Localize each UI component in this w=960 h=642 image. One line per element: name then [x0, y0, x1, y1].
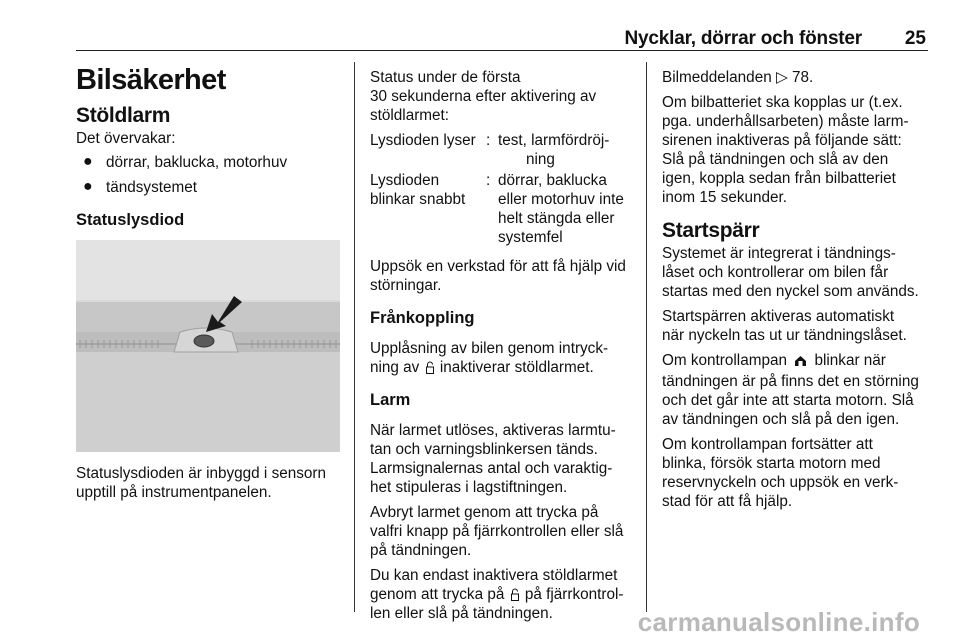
battery-line: sirenen inaktiveras på följande sätt: [662, 132, 902, 149]
heading-stoldlarm: Stöldlarm [76, 104, 171, 127]
avbryt-line: valfri knapp på fjärrkontrollen eller slå [370, 523, 624, 540]
bullet-icon: ● [83, 153, 93, 170]
avbryt-line: på tändningen. [370, 542, 472, 559]
kontroll-line: Om kontrollampan blinkar när [662, 351, 930, 372]
heading-larm: Larm [370, 391, 411, 409]
right-column [662, 68, 930, 511]
frankoppling-line: ning av inaktiverar stöldlarmet. [370, 359, 594, 376]
fortsatter-line: reservnyckeln och uppsök en verk- [662, 474, 899, 491]
service-line: Uppsök en verkstad för att få hjälp vid [370, 258, 626, 275]
heading-startsparr: Startspärr [662, 219, 760, 242]
immobilizer-lamp-icon [794, 353, 807, 372]
page-header [76, 24, 928, 51]
status-value: test, larmfördröj- ning [498, 132, 610, 168]
status-intro-line: Status under de första [370, 69, 521, 86]
monitor-intro: Det övervakar: [76, 130, 176, 147]
left-column [76, 106, 346, 230]
avbryt-line: Avbryt larmet genom att trycka på [370, 504, 599, 521]
bullet-item [76, 178, 346, 197]
caption-line: Statuslysdioden är inbyggd i sensorn [76, 465, 327, 482]
battery-line: igen, koppla sedan från bilbatteriet [662, 170, 896, 187]
bullet-item [76, 153, 346, 172]
middle-column [370, 68, 638, 623]
watermark: carmanualsonline.info [637, 607, 920, 637]
heading-frankoppling: Frånkoppling [370, 309, 475, 327]
endast-line: len eller slå på tändningen. [370, 605, 553, 622]
dashboard-illustration [76, 240, 340, 452]
page-reference-icon: ▷ [775, 69, 788, 86]
system-line: Systemet är integrerat i tändnings- [662, 245, 896, 262]
status-colon: : [486, 172, 491, 189]
heading-statuslysdiod: Statuslysdiod [76, 211, 185, 229]
unlock-button-icon [426, 361, 434, 374]
section-heading-bilsakerhet: Bilsäkerhet [76, 64, 226, 96]
bullet-text: tändsystemet [106, 179, 197, 196]
kontroll-line: tändningen är på finns det en störning [662, 373, 919, 390]
fortsatter-line: blinka, försök starta motorn med [662, 455, 881, 472]
status-label: Lysdioden blinkar snabbt [370, 172, 466, 208]
service-line: störningar. [370, 277, 442, 294]
fortsatter-line: Om kontrollampan fortsätter att [662, 436, 873, 453]
page-title: Nycklar, dörrar och fönster [624, 28, 862, 49]
frankoppling-line: Upplåsning av bilen genom intryck- [370, 340, 609, 357]
photo-caption [76, 464, 351, 502]
status-table-row [370, 171, 638, 257]
kontroll-line: och det går inte att starta motorn. Slå [662, 392, 914, 409]
system-line: startas med den nyckel som används. [662, 283, 919, 300]
status-intro-line: stöldlarmet: [370, 107, 450, 124]
unlock-button-icon [511, 588, 519, 601]
status-intro-line: 30 sekunderna efter aktivering av [370, 88, 597, 105]
bilmeddelanden-ref: Bilmeddelanden ▷ 78. [662, 69, 814, 86]
endast-line: Du kan endast inaktivera stöldlarmet [370, 567, 618, 584]
activation-line: när nyckeln tas ut ur tändningslåset. [662, 327, 907, 344]
larm-line: När larmet utlöses, aktiveras larmtu- [370, 422, 616, 439]
status-label: Lysdioden lyser [370, 132, 476, 149]
caption-line: upptill på instrumentpanelen. [76, 484, 272, 501]
battery-line: Om bilbatteriet ska kopplas ur (t.ex. [662, 94, 903, 111]
activation-line: Startspärren aktiveras automatiskt [662, 308, 895, 325]
column-divider-right [646, 62, 647, 612]
page-number: 25 [904, 28, 926, 49]
battery-line: inom 15 sekunder. [662, 189, 788, 206]
larm-line: het stipuleras i lagstiftningen. [370, 479, 568, 496]
system-line: låset och kontrollerar om bilen får [662, 264, 889, 281]
battery-line: pga. underhållsarbeten) måste larm- [662, 113, 909, 130]
column-divider-left [354, 62, 355, 612]
status-value: dörrar, baklucka eller motorhuv inte helt stängda eller systemfel [498, 172, 624, 246]
kontroll-line: av tändningen och slå på den igen. [662, 411, 900, 428]
bullet-text: dörrar, baklucka, motorhuv [106, 154, 288, 171]
status-table-row [370, 131, 638, 171]
endast-line: genom att trycka på på fjärrkontrol- [370, 586, 624, 603]
fortsatter-line: stad för att få hjälp. [662, 493, 793, 510]
bullet-icon: ● [83, 178, 93, 195]
status-colon: : [486, 132, 491, 149]
larm-line: tan och varningsblinkersen tänds. [370, 441, 598, 458]
battery-line: Slå på tändningen och slå av den [662, 151, 889, 168]
status-led-photo [76, 240, 340, 452]
larm-line: Larmsignalernas antal och varaktig- [370, 460, 613, 477]
